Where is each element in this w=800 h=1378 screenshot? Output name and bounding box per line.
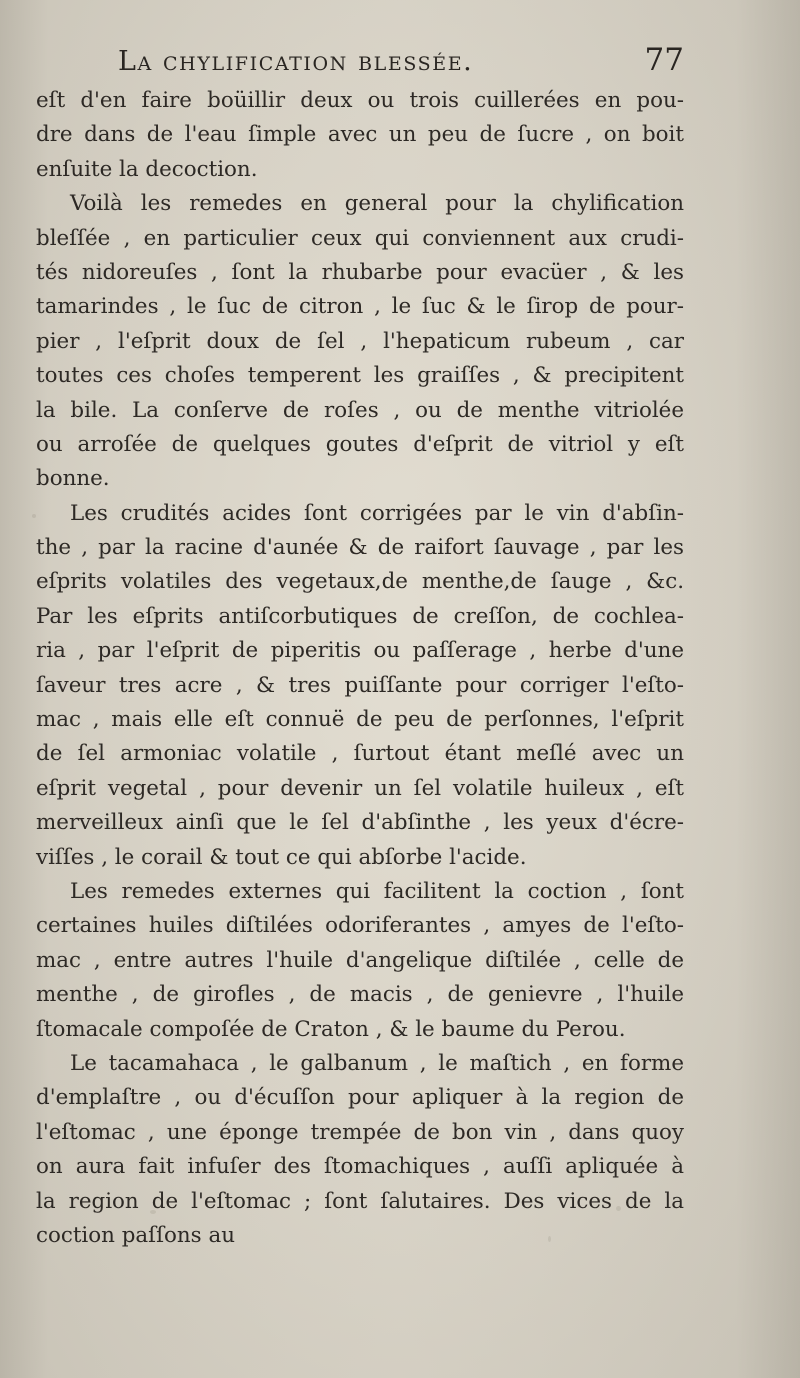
- text-line: eſprit vegetal , pour devenir un ſel volatile huileux , eſt: [36, 775, 684, 801]
- text-line: ſaveur tres acre , & tres puiſſante pour corriger l'eſto-: [36, 672, 684, 698]
- text-line: la region de l'eſtomac ; ſont ſalutaires. Des vices de la: [36, 1188, 684, 1214]
- text-line: mac , mais elle eſt connuë de peu de perſonnes, l'eſprit: [36, 707, 684, 733]
- text-line: bleſſée , en particulier ceux qui conviennent aux crudi-: [36, 225, 684, 251]
- text-line: bonne.: [36, 466, 110, 492]
- text-line: Par les eſprits antiſcorbutiques de creſſon, de cochlea-: [36, 603, 684, 629]
- text-line: Les crudités acides ſont corrigées par le vin d'abſin-: [70, 500, 684, 526]
- text-line: mac , entre autres l'huile d'angelique diſtilée , celle de: [36, 947, 684, 973]
- text-line: ria , par l'eſprit de piperitis ou paſſerage , herbe d'une: [36, 638, 684, 664]
- text-line: Les remedes externes qui facilitent la coction , ſont: [70, 878, 684, 904]
- page-header: [118, 42, 684, 86]
- text-line: enſuite la decoction.: [36, 156, 258, 182]
- text-line: the , par la racine d'aunée & de raifort ſauvage , par les: [36, 535, 684, 561]
- text-line: pier , l'eſprit doux de ſel , l'hepaticum rubeum , car: [36, 328, 684, 354]
- text-line: la bile. La conſerve de roſes , ou de menthe vitriolée: [36, 397, 684, 423]
- text-line: Le tacamahaca , le galbanum , le maſtich , en forme: [70, 1050, 684, 1076]
- text-line: viſſes , le corail & tout ce qui abſorbe l'acide.: [36, 844, 527, 870]
- text-line: tamarindes , le ſuc de citron , le ſuc & le ſirop de pour-: [36, 294, 684, 320]
- page-number: 77: [644, 42, 684, 78]
- text-line: Voilà les remedes en general pour la chylification: [70, 191, 684, 217]
- text-line: de ſel armoniac volatile , ſurtout étant meſlé avec un: [36, 741, 684, 767]
- text-line: menthe , de girofles , de macis , de genievre , l'huile: [36, 982, 684, 1008]
- text-line: on aura fait infuſer des ſtomachiques , auſſi apliquée à: [36, 1154, 684, 1180]
- text-line: certaines huiles diſtilées odoriferantes , amyes de l'eſto-: [36, 913, 684, 939]
- running-title: La chylification blessée.: [118, 46, 474, 77]
- text-line: dre dans de l'eau ſimple avec un peu de ſucre , on boit: [36, 122, 684, 148]
- text-line: coction paſſons au: [36, 1222, 235, 1248]
- body-text: [36, 84, 684, 1253]
- text-line: eſt d'en faire boüillir deux ou trois cuillerées en pou-: [36, 88, 684, 113]
- text-line: d'emplaſtre , ou d'écuſſon pour apliquer à la region de: [36, 1085, 684, 1111]
- text-line: l'eſtomac , une éponge trempée de bon vin , dans quoy: [36, 1119, 684, 1145]
- text-line: merveilleux ainſi que le ſel d'abſinthe , les yeux d'écre-: [36, 810, 684, 836]
- text-line: ſtomacale compoſée de Craton , & le baume du Perou.: [36, 1016, 626, 1042]
- text-line: tés nidoreuſes , ſont la rhubarbe pour evacüer , & les: [36, 259, 684, 285]
- text-line: toutes ces choſes temperent les graiſſes , & precipitent: [36, 363, 684, 389]
- text-line: ou arroſée de quelques goutes d'eſprit de vitriol y eſt: [36, 431, 684, 457]
- text-line: eſprits volatiles des vegetaux,de menthe,de ſauge , &c.: [36, 569, 684, 595]
